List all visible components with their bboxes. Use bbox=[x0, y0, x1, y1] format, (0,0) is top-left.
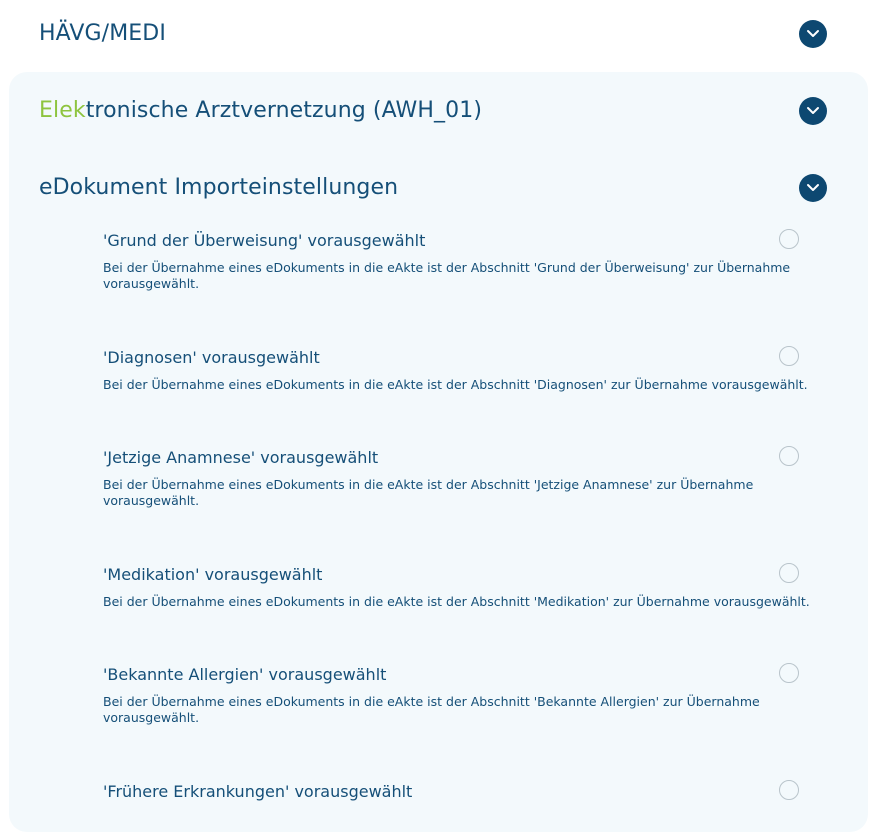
awh-title-highlight: Elek bbox=[39, 98, 86, 123]
setting-description: Bei der Übernahme eines eDokuments in die eAkte ist der Abschnitt 'Bekannte Allergien' zur Übernahme vorausgewählt. bbox=[103, 694, 760, 725]
radio-toggle[interactable] bbox=[779, 780, 799, 800]
setting-title: 'Frühere Erkrankungen' vorausgewählt bbox=[103, 782, 413, 801]
radio-toggle[interactable] bbox=[779, 563, 799, 583]
setting-item bbox=[103, 231, 823, 292]
setting-title: 'Jetzige Anamnese' vorausgewählt bbox=[103, 448, 379, 467]
chevron-down-icon[interactable] bbox=[799, 20, 827, 48]
havg-medi-section-header[interactable] bbox=[0, 0, 872, 70]
setting-title: 'Bekannte Allergien' vorausgewählt bbox=[103, 665, 387, 684]
chevron-down-icon[interactable] bbox=[799, 174, 827, 202]
import-title: eDokument Importeinstellungen bbox=[39, 175, 399, 200]
setting-description: Bei der Übernahme eines eDokuments in die eAkte ist der Abschnitt 'Diagnosen' zur Übernahme vorausgewählt. bbox=[103, 377, 808, 392]
setting-description: Bei der Übernahme eines eDokuments in die eAkte ist der Abschnitt 'Grund der Überweisung' zur Übernahme vorausgewählt. bbox=[103, 260, 791, 291]
setting-item bbox=[103, 565, 823, 610]
chevron-down-icon[interactable] bbox=[799, 97, 827, 125]
setting-title: 'Diagnosen' vorausgewählt bbox=[103, 348, 320, 367]
awh-title-rest: tronische Arztvernetzung (AWH_01) bbox=[85, 98, 483, 123]
setting-description: Bei der Übernahme eines eDokuments in die eAkte ist der Abschnitt 'Medikation' zur Übernahme vorausgewählt. bbox=[103, 594, 810, 609]
radio-toggle[interactable] bbox=[779, 346, 799, 366]
awh-title bbox=[39, 98, 482, 123]
radio-toggle[interactable] bbox=[779, 229, 799, 249]
setting-item bbox=[103, 348, 823, 393]
setting-description: Bei der Übernahme eines eDokuments in die eAkte ist der Abschnitt 'Jetzige Anamnese' zur Übernahme vorausgewählt. bbox=[103, 477, 754, 508]
radio-toggle[interactable] bbox=[779, 446, 799, 466]
setting-item bbox=[103, 448, 823, 509]
setting-title: 'Medikation' vorausgewählt bbox=[103, 565, 323, 584]
setting-item bbox=[103, 665, 823, 726]
havg-medi-title: HÄVG/MEDI bbox=[39, 21, 166, 46]
setting-item bbox=[103, 782, 823, 802]
setting-title: 'Grund der Überweisung' vorausgewählt bbox=[103, 231, 426, 250]
radio-toggle[interactable] bbox=[779, 663, 799, 683]
